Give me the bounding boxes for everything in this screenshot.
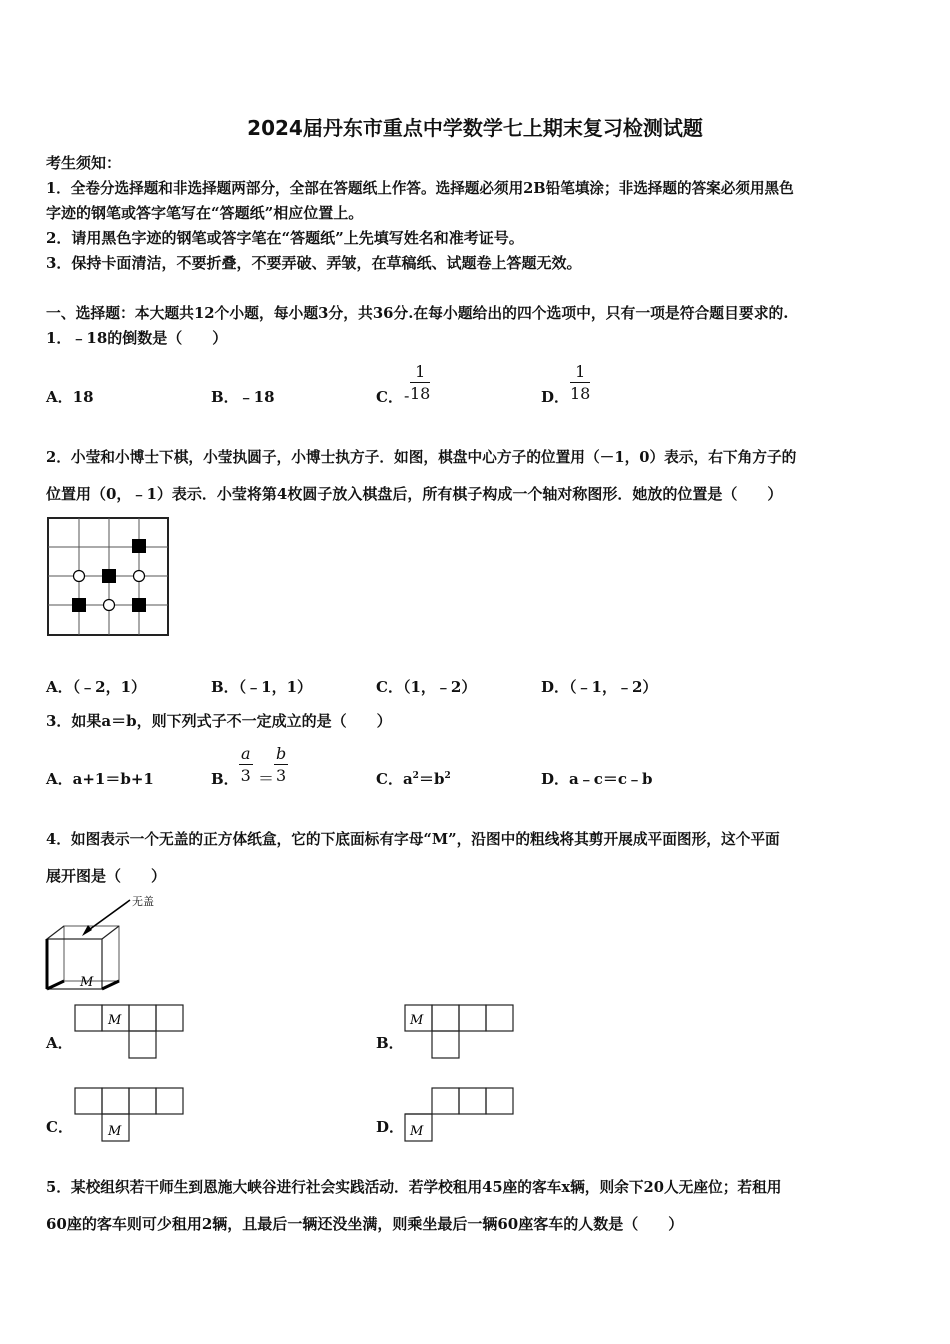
net-cell (129, 1031, 156, 1058)
cube-letter: M (80, 975, 94, 990)
net-cell (486, 1088, 513, 1114)
q1-c-denominator: 18 (410, 384, 431, 403)
net-a-figure (74, 1004, 186, 1060)
net-a-letter: M (108, 1013, 122, 1028)
round-piece (74, 571, 85, 582)
q4-option-b: B． (376, 1034, 404, 1052)
square-piece (132, 598, 146, 612)
net-cell (75, 1088, 102, 1114)
q1-stem: 1．﹣18的倒数是（ ） (46, 329, 228, 347)
q2-line1: 2．小莹和小博士下棋，小莹执圆子，小博士执方子．如图，棋盘中心方子的位置用（－1，0）表示，右下角方子的 (46, 449, 797, 466)
arrow-head (82, 925, 92, 936)
q3-option-d: D．a﹣c＝c﹣b (541, 770, 653, 788)
q5-line2: 60座的客车则可少租用2辆，且最后一辆还没坐满，则乘坐最后一辆60座客车的人数是（ ） (46, 1215, 684, 1233)
net-cell (129, 1005, 156, 1031)
notice-line1b: 字迹的钢笔或答字笔写在“答题纸”相应位置上。 (46, 204, 364, 222)
q1-option-c-fraction (410, 362, 430, 403)
section-heading: 一、选择题：本大题共12个小题，每小题3分，共36分.在每小题给出的四个选项中，只有一项是符合题目要求的. (46, 305, 789, 322)
q1-option-d-fraction (570, 362, 590, 403)
q4-line2: 展开图是（ ） (46, 867, 167, 885)
q3-option-c (376, 768, 451, 789)
q1-option-b: B．﹣18 (211, 388, 275, 406)
notice-heading: 考生须知： (46, 154, 122, 172)
q2-line2: 位置用（0，﹣1）表示．小莹将第4枚圆子放入棋盘后，所有棋子构成一个轴对称图形．她放的位置是（ ） (46, 485, 783, 503)
q3-c-exp-b: 2 (444, 771, 451, 781)
q2-option-a: A．（﹣2，1） (46, 678, 147, 696)
q1-d-numerator: 1 (570, 362, 590, 383)
q1-option-c-sign: - (404, 386, 410, 405)
cut-line (102, 981, 119, 989)
q3-b-equals: ＝ (258, 769, 275, 788)
q3-b-num2: b (276, 744, 287, 763)
q3-b-num1: a (241, 744, 251, 763)
q3-option-a: A．a+1＝b+1 (46, 770, 154, 788)
cube-edge (47, 926, 64, 939)
q1-option-c-label: C． (376, 388, 403, 406)
notice-line3: 3．保持卡面清洁，不要折叠，不要弄破、弄皱，在草稿纸、试题卷上答题无效。 (46, 254, 582, 272)
q1-option-d-label: D． (541, 388, 570, 406)
notice-line2: 2．请用黑色字迹的钢笔或答字笔在“答题纸”上先填写姓名和准考证号。 (46, 229, 524, 247)
cut-line (47, 981, 64, 989)
q3-b-den1: 3 (240, 766, 251, 785)
open-cube-figure (44, 892, 174, 996)
q2-option-b: B．（﹣1，1） (211, 678, 313, 696)
notice-line1a: 1．全卷分选择题和非选择题两部分，全部在答题纸上作答。选择题必须用2B铅笔填涂；非选择题的答案必须用黑色 (46, 180, 794, 197)
q1-option-a: A．18 (46, 388, 94, 406)
arrow-line (86, 900, 130, 932)
cube-edge (102, 926, 119, 939)
q1-d-denominator: 18 (570, 384, 591, 403)
q3-c-exp-a: 2 (412, 771, 419, 781)
q3-stem: 3．如果a＝b，则下列式子不一定成立的是（ ） (46, 712, 392, 730)
q2-option-c: C．（1，﹣2） (376, 678, 477, 696)
q4-line1: 4．如图表示一个无盖的正方体纸盒，它的下底面标有字母“M”，沿图中的粗线将其剪开展成平面图形，这个平面 (46, 831, 780, 848)
q3-c-mid: ＝b (418, 770, 445, 788)
q3-b-den2: 3 (276, 766, 287, 785)
net-cell (102, 1088, 129, 1114)
net-cell (75, 1005, 102, 1031)
q1-c-numerator: 1 (410, 362, 430, 383)
net-cell (486, 1005, 513, 1031)
net-cell (432, 1088, 459, 1114)
net-c-letter: M (108, 1124, 122, 1139)
net-b-figure (404, 1004, 516, 1060)
net-cell (432, 1005, 459, 1031)
q3-c-label: C．a (376, 770, 413, 788)
net-cell (129, 1088, 156, 1114)
net-cell (156, 1005, 183, 1031)
round-piece (104, 600, 115, 611)
net-cell (459, 1088, 486, 1114)
square-piece (132, 539, 146, 553)
net-cell (156, 1088, 183, 1114)
q4-option-c: C． (46, 1118, 73, 1136)
q4-option-a: A． (46, 1034, 73, 1052)
cube-back-face (64, 926, 119, 981)
square-piece (102, 569, 116, 583)
q4-option-d: D． (376, 1118, 405, 1136)
net-cell (432, 1031, 459, 1058)
chessboard-figure (46, 516, 172, 638)
q3-b-fraction-left (239, 744, 253, 785)
net-b-letter: M (410, 1013, 424, 1028)
q3-b-fraction-right (274, 744, 288, 785)
q5-line1: 5．某校组织若干师生到恩施大峡谷进行社会实践活动．若学校租用45座的客车x辆，则余下20人无座位；若租用 (46, 1179, 782, 1196)
q2-option-d: D．（﹣1，﹣2） (541, 678, 658, 696)
net-cell (459, 1005, 486, 1031)
net-d-letter: M (410, 1124, 424, 1139)
square-piece (72, 598, 86, 612)
net-d-figure (404, 1087, 516, 1143)
page-title: 2024届丹东市重点中学数学七上期末复习检测试题 (247, 116, 703, 140)
q3-option-b-label: B． (211, 770, 239, 788)
net-c-figure (74, 1087, 186, 1143)
round-piece (134, 571, 145, 582)
lid-label: 无盖 (132, 895, 154, 908)
